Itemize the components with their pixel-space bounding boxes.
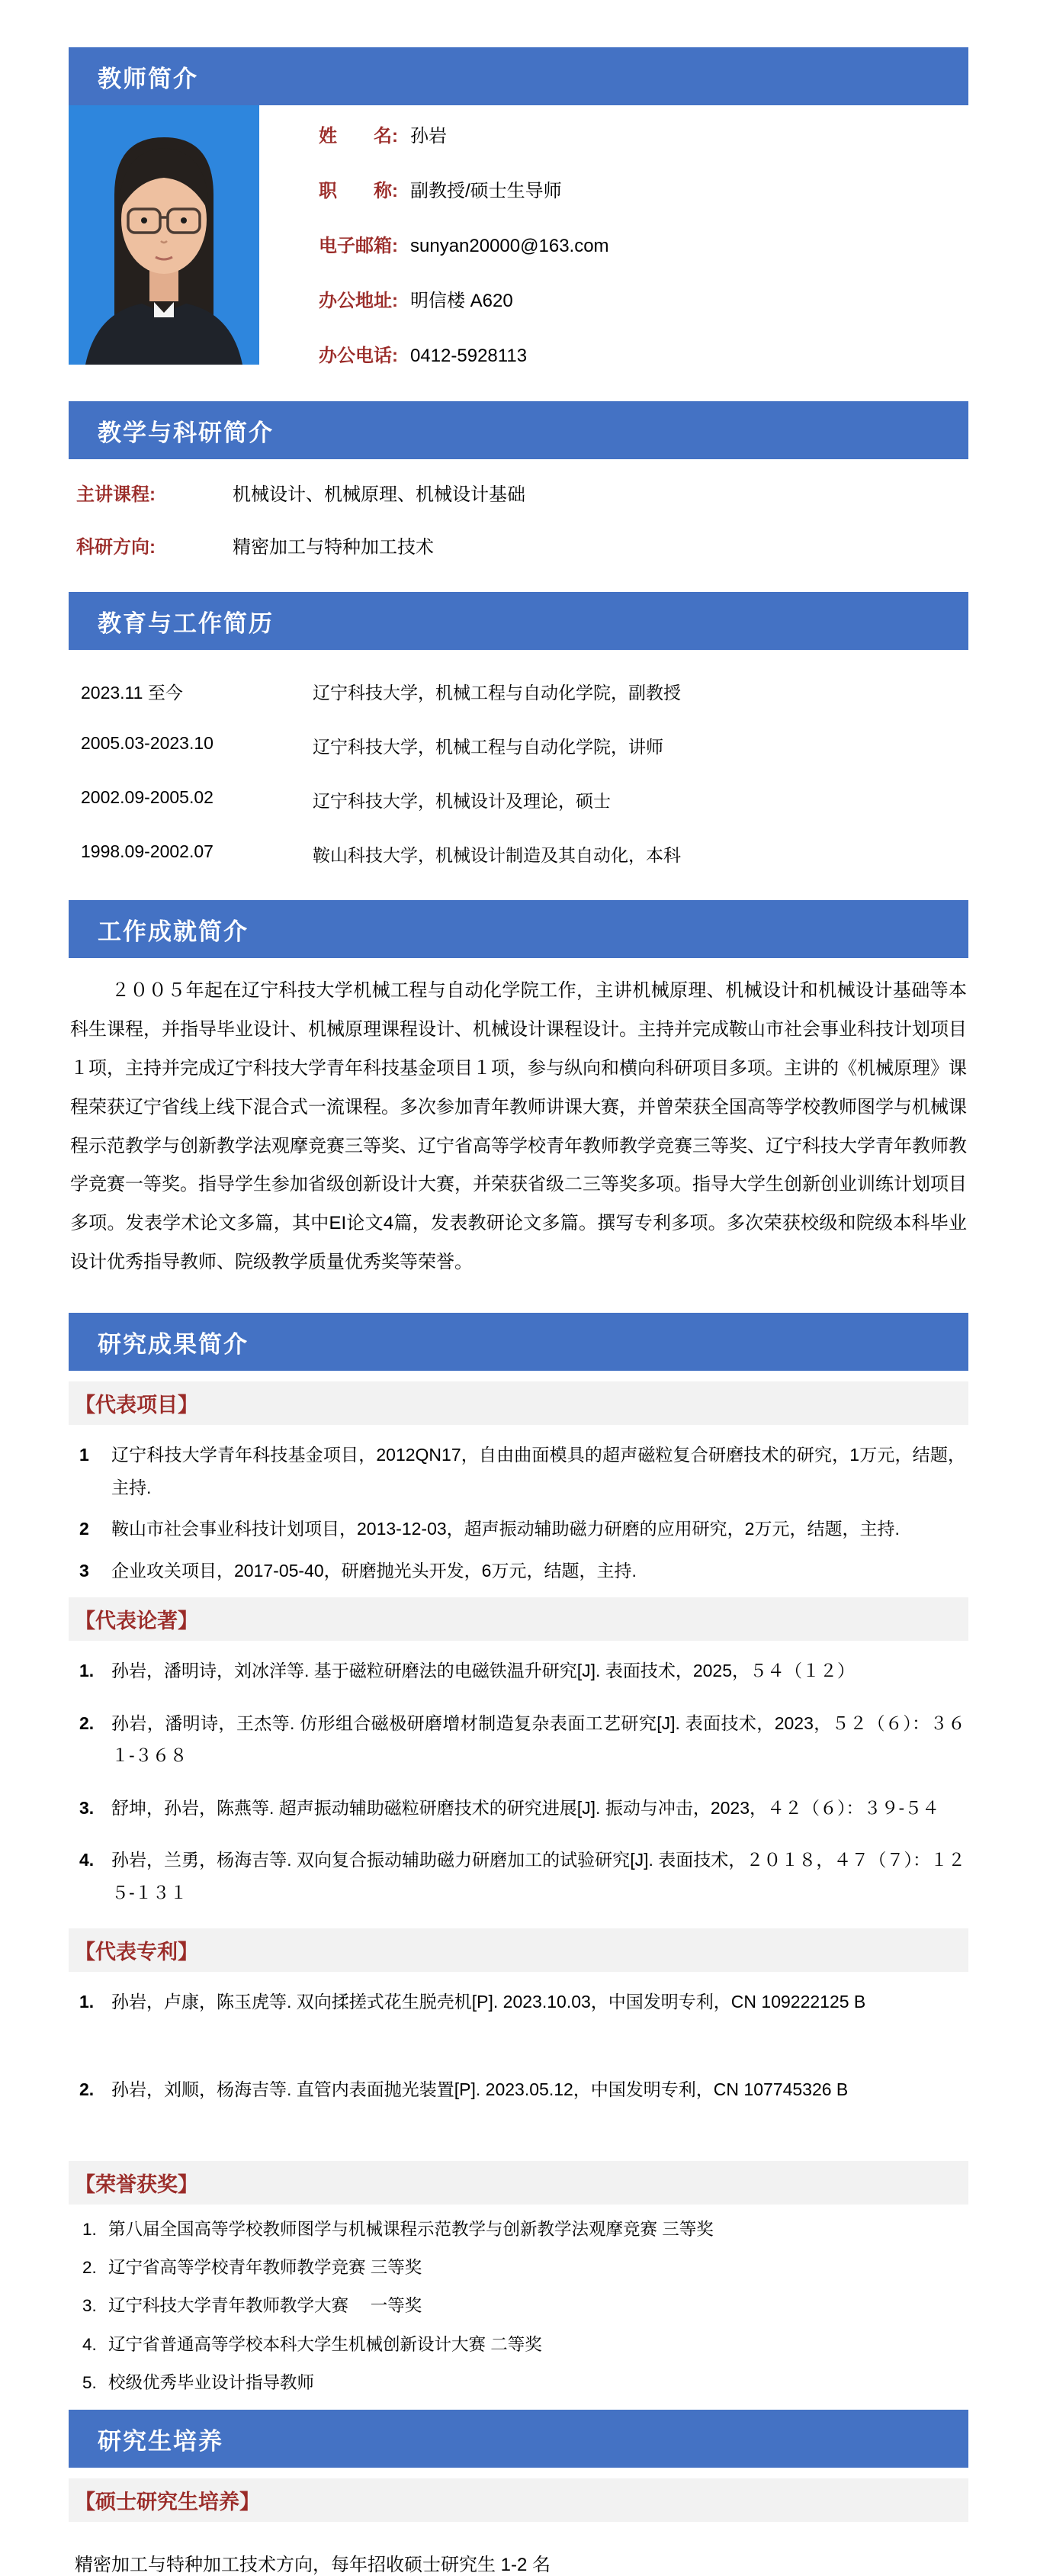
field-row-name bbox=[319, 121, 968, 147]
section-header-graduate bbox=[69, 2410, 968, 2468]
subsection-band-publications: 【代表论著】 bbox=[69, 1597, 968, 1641]
item-text: 校级优秀毕业设计指导教师 bbox=[108, 2373, 315, 2393]
honor-item bbox=[69, 2295, 968, 2317]
item-number: 3. bbox=[79, 1797, 95, 1818]
publication-item bbox=[69, 1707, 968, 1772]
honor-item bbox=[69, 2372, 968, 2394]
timeline-period: 2005.03-2023.10 bbox=[81, 733, 214, 753]
item-text: 孙岩，刘顺，杨海吉等. 直管内表面抛光装置[P]. 2023.05.12，中国发明专利，CN 107745326 B bbox=[111, 2079, 849, 2100]
kv-value: 机械设计、机械原理、机械设计基础 bbox=[233, 484, 525, 505]
field-value-email: sunyan20000@163.com bbox=[410, 236, 609, 256]
field-label: 办公地址: bbox=[319, 291, 398, 311]
item-number: 1. bbox=[79, 1992, 95, 2012]
publication-item bbox=[69, 1792, 968, 1825]
item-number: 4. bbox=[82, 2334, 97, 2354]
graduate-recruiting-text: 精密加工与特种加工技术方向，每年招收硕士研究生 1-2 名 bbox=[75, 2555, 551, 2576]
timeline-period: 1998.09-2002.07 bbox=[81, 841, 214, 861]
timeline-detail: 鞍山科技大学，机械设计制造及其自动化，本科 bbox=[313, 845, 681, 865]
item-text: 辽宁科技大学青年科技基金项目，2012QN17，自由曲面模具的超声磁粒复合研磨技术的研究，1万元，结题，主持. bbox=[111, 1445, 965, 1497]
teaching-row-direction bbox=[76, 532, 968, 558]
teaching-block bbox=[69, 459, 968, 592]
section-title: 教师简介 bbox=[98, 65, 198, 92]
kv-label: 科研方向: bbox=[76, 537, 156, 558]
item-text: 孙岩，潘明诗，王杰等. 仿形组合磁极研磨增材制造复杂表面工艺研究[J]. 表面技术，2023，５２（６）：３６１-３６８ bbox=[111, 1713, 965, 1766]
timeline-row bbox=[81, 787, 968, 812]
field-row-title bbox=[319, 175, 968, 202]
item-number: 2. bbox=[79, 1713, 95, 1733]
section-title: 教学与科研简介 bbox=[98, 419, 274, 446]
publication-item bbox=[69, 1844, 968, 1909]
item-text: 辽宁省普通高等学校本科大学生机械创新设计大赛 二等奖 bbox=[108, 2334, 542, 2354]
section-title: 教育与工作简历 bbox=[98, 609, 274, 637]
timeline-row bbox=[81, 679, 968, 704]
item-number: 2. bbox=[79, 2079, 95, 2100]
subsection-band-honors: 【荣誉获奖】 bbox=[69, 2161, 968, 2205]
item-text: 企业攻关项目，2017-05-40，研磨抛光头开发，6万元，结题，主持. bbox=[111, 1560, 637, 1581]
subsection-band-master-students: 【硕士研究生培养】 bbox=[69, 2478, 968, 2522]
publications-list bbox=[69, 1655, 968, 1909]
history-block bbox=[69, 650, 968, 900]
timeline-period: 2023.11 至今 bbox=[81, 683, 183, 703]
item-text: 辽宁省高等学校青年教师教学竞赛 三等奖 bbox=[108, 2257, 422, 2277]
field-label: 电子邮箱: bbox=[319, 236, 398, 256]
portrait-illustration bbox=[69, 105, 259, 365]
field-value: 副教授/硕士生导师 bbox=[410, 181, 562, 201]
field-row-phone bbox=[319, 340, 968, 367]
timeline-detail: 辽宁科技大学，机械工程与自动化学院，讲师 bbox=[313, 737, 663, 757]
faculty-profile-page bbox=[69, 0, 968, 2576]
patents-list bbox=[69, 1986, 968, 2105]
kv-value: 精密加工与特种加工技术 bbox=[233, 537, 434, 558]
section-header-achievements bbox=[69, 900, 968, 958]
section-header-teacher-intro bbox=[69, 47, 968, 105]
kv-label: 主讲课程: bbox=[76, 484, 156, 505]
item-text: 鞍山市社会事业科技计划项目，2013-12-03，超声振动辅助磁力研磨的应用研究，2万元，结题，主持. bbox=[111, 1519, 900, 1539]
honor-item bbox=[69, 2256, 968, 2279]
item-number: 4. bbox=[79, 1850, 95, 1870]
timeline-detail: 辽宁科技大学，机械设计及理论，硕士 bbox=[313, 791, 611, 811]
item-number: 2 bbox=[79, 1519, 89, 1539]
item-number: 1 bbox=[79, 1445, 89, 1465]
subsection-band-projects: 【代表项目】 bbox=[69, 1381, 968, 1425]
item-text: 舒坤，孙岩，陈燕等. 超声振动辅助磁粒研磨技术的研究进展[J]. 振动与冲击，2023，４２（６）：３９-５４ bbox=[111, 1797, 940, 1818]
field-label: 职 称: bbox=[319, 181, 398, 201]
section-header-history bbox=[69, 592, 968, 650]
project-item bbox=[69, 1439, 968, 1503]
field-row-email bbox=[319, 230, 968, 257]
section-header-teaching-research bbox=[69, 401, 968, 459]
field-value: 孙岩 bbox=[410, 126, 447, 146]
subsection-band-patents: 【代表专利】 bbox=[69, 1928, 968, 1972]
timeline-row bbox=[81, 841, 968, 867]
patent-item bbox=[69, 2073, 968, 2106]
profile-fields bbox=[259, 105, 968, 395]
item-number: 3 bbox=[79, 1560, 89, 1581]
section-title: 研究生培养 bbox=[98, 2427, 223, 2455]
item-number: 1. bbox=[82, 2219, 97, 2239]
item-number: 1. bbox=[79, 1661, 95, 1681]
field-label: 姓 名: bbox=[319, 126, 398, 146]
item-text: 孙岩，兰勇，杨海吉等. 双向复合振动辅助磁力研磨加工的试验研究[J]. 表面技术，２０１８，４７（７）：１２５-１３１ bbox=[111, 1850, 965, 1902]
section-title: 研究成果简介 bbox=[98, 1330, 249, 1358]
honors-list bbox=[69, 2218, 968, 2395]
teaching-row-courses bbox=[76, 479, 968, 506]
item-number: 5. bbox=[82, 2373, 97, 2393]
profile-block bbox=[69, 105, 968, 395]
patent-item bbox=[69, 1986, 968, 2018]
timeline-detail: 辽宁科技大学，机械工程与自动化学院，副教授 bbox=[313, 683, 681, 703]
publication-item bbox=[69, 1655, 968, 1687]
project-item bbox=[69, 1555, 968, 1587]
teacher-photo bbox=[69, 105, 259, 365]
item-number: 3. bbox=[82, 2296, 97, 2316]
section-header-research-results bbox=[69, 1313, 968, 1371]
honor-item bbox=[69, 2333, 968, 2356]
field-row-office bbox=[319, 285, 968, 312]
honor-item bbox=[69, 2218, 968, 2241]
field-label: 办公电话: bbox=[319, 346, 398, 366]
projects-list bbox=[69, 1439, 968, 1587]
section-title: 工作成就简介 bbox=[98, 918, 249, 945]
item-text: 孙岩，潘明诗，刘冰洋等. 基于磁粒研磨法的电磁铁温升研究[J]. 表面技术，2025，５４（１２） bbox=[111, 1661, 856, 1681]
item-text: 辽宁科技大学青年教师教学大赛 一等奖 bbox=[108, 2296, 422, 2316]
timeline-row bbox=[81, 733, 968, 758]
timeline-period: 2002.09-2005.02 bbox=[81, 787, 214, 807]
achievements-paragraph: ２００５年起在辽宁科技大学机械工程与自动化学院工作，主讲机械原理、机械设计和机械设计基础等本科生课程，并指导毕业设计、机械原理课程设计、机械设计课程设计。主持并完成鞍山市社会事业科技计划项目１项，主持并完成辽宁科技大学青年科技基金项目１项，参与纵向和横向科研项目多项。主讲的《机械原理》课程荣获辽宁省线上线下混合式一流课程。多次参加青年教师讲课大赛，并曾荣获全国高等学校教师图学与机械课程示范教学与创新教学法观摩竞赛三等奖、辽宁省高等学校青年教师教学竞赛三等奖、辽宁科技大学青年教师教学竞赛一等奖。指导学生参加省级创新设计大赛，并荣获省级二三等奖多项。指导大学生创新创业训练计划项目多项。发表学术论文多篇，其中EI论文4篇，发表教研论文多篇。撰写专利多项。多次荣获校级和院级本科毕业设计优秀指导教师、院级教学质量优秀奖等荣誉。 bbox=[70, 980, 967, 1273]
field-value: 明信楼 A620 bbox=[410, 291, 513, 311]
field-value: 0412-5928113 bbox=[410, 346, 528, 366]
item-text: 孙岩，卢康，陈玉虎等. 双向揉搓式花生脱壳机[P]. 2023.10.03，中国发明专利，CN 109222125 B bbox=[111, 1992, 866, 2012]
project-item bbox=[69, 1513, 968, 1545]
item-number: 2. bbox=[82, 2257, 97, 2277]
item-text: 第八届全国高等学校教师图学与机械课程示范教学与创新教学法观摩竞赛 三等奖 bbox=[108, 2219, 714, 2239]
